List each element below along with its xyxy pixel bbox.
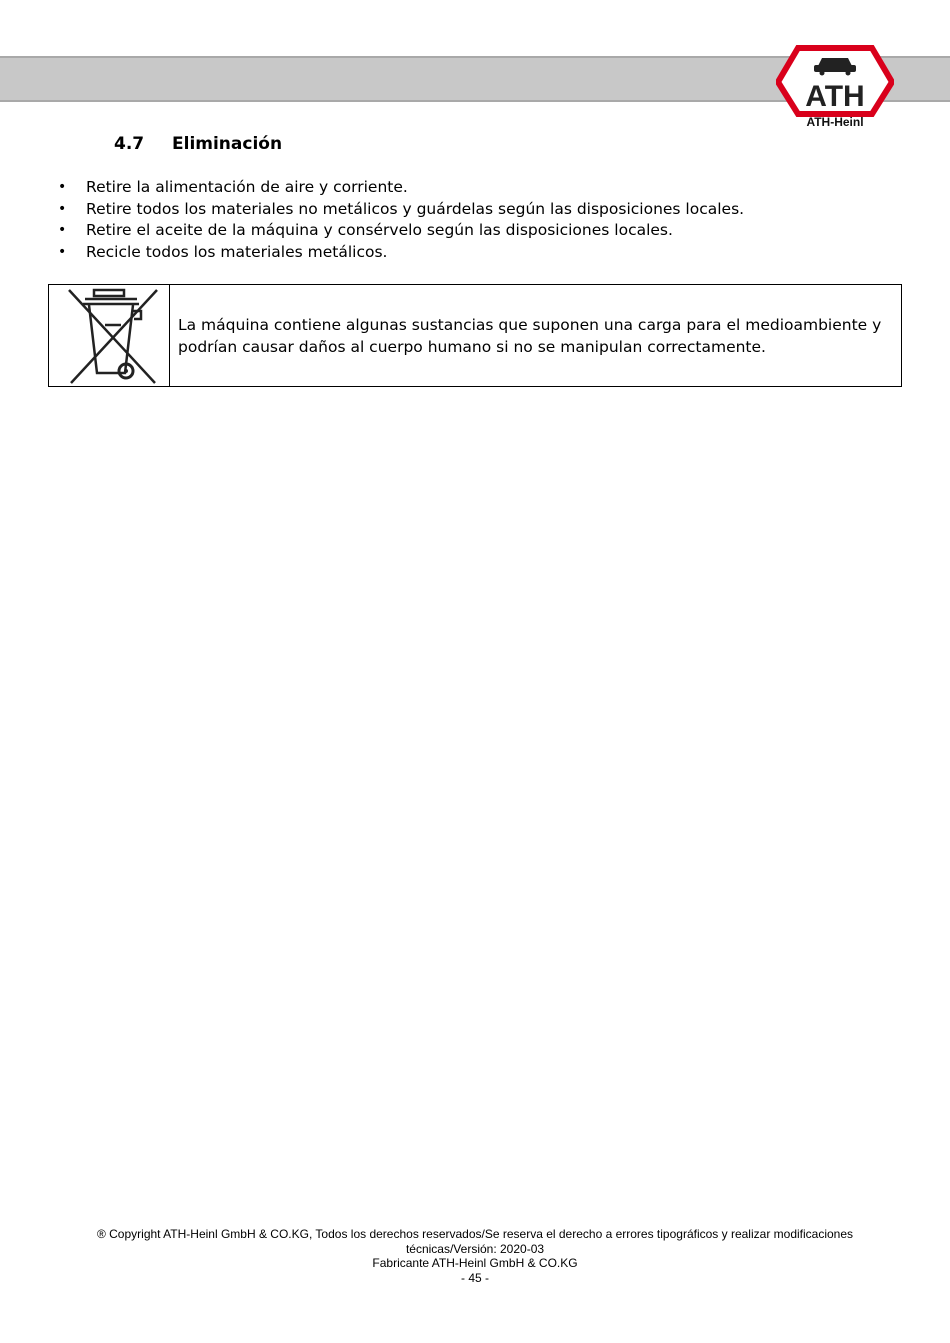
brand-caption: ATH-Heinl bbox=[806, 115, 864, 129]
disposal-steps-list bbox=[56, 177, 744, 263]
bullet-icon: • bbox=[58, 222, 67, 238]
copyright-line: ® Copyright ATH-Heinl GmbH & CO.KG, Todos los derechos reservados/Se reserva el derecho a errores tipográficos y realizar modificaciones bbox=[96, 1227, 854, 1241]
list-item: • Recicle todos los materiales metálicos. bbox=[56, 242, 744, 264]
list-item: • Retire todos los materiales no metálicos y guárdelas según las disposiciones locales. bbox=[56, 199, 744, 221]
section-title: Eliminación bbox=[172, 134, 283, 154]
section-heading bbox=[114, 134, 282, 154]
environment-notice bbox=[48, 284, 902, 387]
logo-text: ATH bbox=[805, 80, 865, 113]
notice-icon-cell bbox=[49, 285, 170, 386]
bullet-icon: • bbox=[58, 179, 67, 195]
bullet-icon: • bbox=[58, 200, 67, 217]
version-line: técnicas/Versión: 2020-03 bbox=[405, 1241, 545, 1256]
page-number: - 45 - bbox=[460, 1270, 489, 1285]
list-item: • Retire la alimentación de aire y corriente. bbox=[56, 177, 744, 199]
list-item: • Retire el aceite de la máquina y consérvelo según las disposiciones locales. bbox=[56, 220, 744, 242]
bullet-icon: • bbox=[58, 243, 67, 260]
crossed-out-wheelie-bin-icon bbox=[59, 287, 159, 385]
page-footer bbox=[0, 1227, 950, 1285]
section-number: 4.7 bbox=[114, 134, 145, 154]
notice-text: La máquina contiene algunas sustancias que suponen una carga para el medioambiente y podrían causar daños al cuerpo humano si no se manipulan correctamente. bbox=[178, 316, 882, 356]
manufacturer-line: Fabricante ATH-Heinl GmbH & CO.KG bbox=[372, 1256, 578, 1270]
